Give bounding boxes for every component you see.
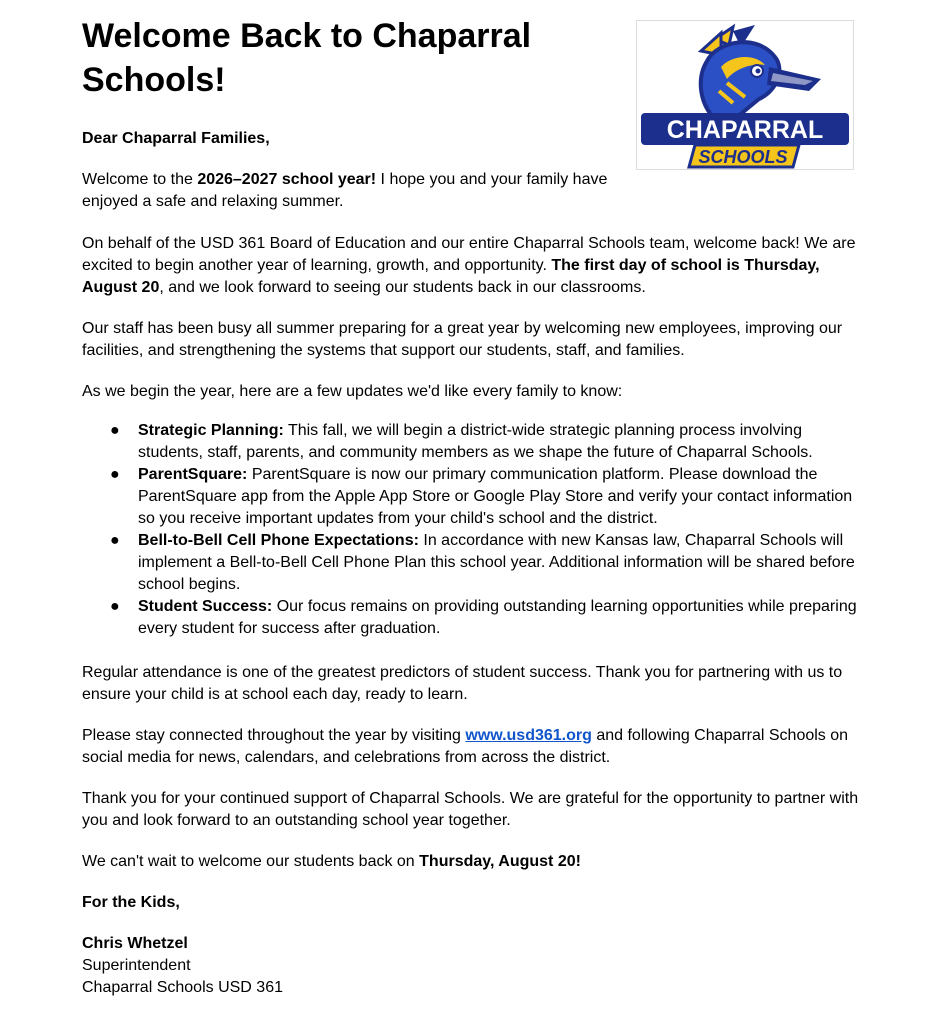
logo-text-bottom: SCHOOLS [698, 147, 788, 167]
roadrunner-logo-icon [637, 21, 853, 169]
bullet-icon: ● [110, 422, 120, 439]
school-year-highlight: 2026–2027 school year! [197, 171, 377, 188]
signoff: For the Kids, [82, 894, 180, 911]
update-item [82, 464, 858, 530]
update-text: In accordance with new Kansas law, Chaparral Schools will implement a Bell-to-Bell Cell Phone Plan this school year. Additional information will be shared before school begins. [138, 532, 855, 593]
update-heading: Student Success: [138, 598, 273, 615]
first-day-highlight: The first day of school is Thursday, August 20 [82, 257, 820, 296]
attendance-paragraph: Regular attendance is one of the greatest predictors of student success. Thank you for partnering with us to ensure your child is at school each day, ready to learn. [82, 664, 843, 703]
update-text: ParentSquare is now our primary communication platform. Please download the ParentSquare app from the Apple App Store or Google Play Store and verify your contact information so you receive important updates from your child's school and the district. [138, 466, 853, 527]
logo-text-top: CHAPARRAL [666, 116, 824, 144]
page-title: Welcome Back to Chaparral Schools! [82, 17, 532, 99]
intro-paragraph: Welcome to the 2026–2027 school year! I hope you and your family have enjoyed a safe and relaxing summer. [82, 171, 608, 210]
district-website-link[interactable]: www.usd361.org [465, 727, 592, 744]
update-item [82, 420, 858, 464]
bullet-icon: ● [110, 466, 120, 483]
updates-list [82, 420, 862, 640]
signature-org: Chaparral Schools USD 361 [82, 979, 283, 996]
update-text: Our focus remains on providing outstanding learning opportunities while preparing every student for success after graduation. [138, 598, 857, 637]
connected-paragraph: Please stay connected throughout the year by visiting www.usd361.org and following Chaparral Schools on social media for news, calendars, and celebrations from across the district. [82, 727, 849, 766]
signature-block [82, 933, 862, 999]
update-item [82, 596, 858, 640]
chaparral-logo [636, 20, 854, 170]
signature-name: Chris Whetzel [82, 935, 188, 952]
update-heading: Bell-to-Bell Cell Phone Expectations: [138, 532, 419, 549]
closing-date-highlight: Thursday, August 20! [419, 853, 581, 870]
greeting: Dear Chaparral Families, [82, 130, 270, 147]
update-item [82, 530, 858, 596]
closing-paragraph: We can't wait to welcome our students back on Thursday, August 20! [82, 853, 581, 870]
staff-paragraph: Our staff has been busy all summer preparing for a great year by welcoming new employees, improving our facilities, and strengthening the systems that support our students, staff, and families. [82, 320, 843, 359]
signature-role: Superintendent [82, 957, 191, 974]
bullet-icon: ● [110, 532, 120, 549]
bullet-icon: ● [110, 598, 120, 615]
thanks-paragraph: Thank you for your continued support of Chaparral Schools. We are grateful for the opportunity to partner with you and look forward to an outstanding school year together. [82, 790, 859, 829]
updates-intro: As we begin the year, here are a few updates we'd like every family to know: [82, 383, 623, 400]
update-heading: ParentSquare: [138, 466, 248, 483]
update-heading: Strategic Planning: [138, 422, 284, 439]
board-paragraph: On behalf of the USD 361 Board of Education and our entire Chaparral Schools team, welcome back! We are excited to begin another year of learning, growth, and opportunity. The first day of school is Thursday, August 20, and we look forward to seeing our students back in our classrooms. [82, 235, 856, 296]
update-text: This fall, we will begin a district-wide strategic planning process involving students, staff, parents, and community members as we shape the future of Chaparral Schools. [138, 422, 813, 461]
